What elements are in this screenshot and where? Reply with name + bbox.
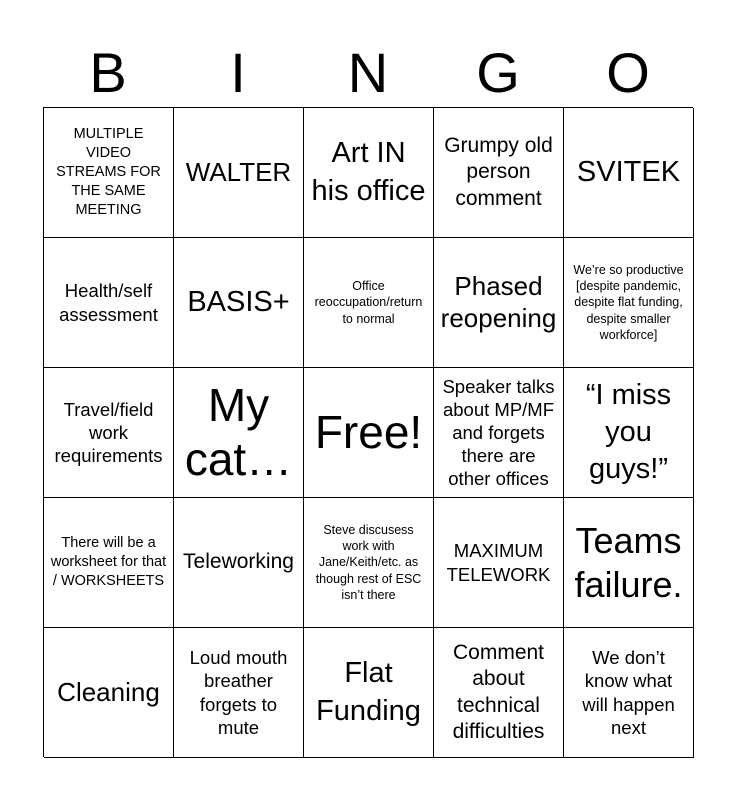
header-letter-o: O: [606, 41, 650, 104]
bingo-cell[interactable]: [434, 238, 564, 368]
header-letter-i: I: [230, 41, 246, 104]
bingo-cell-text: Travel/field work requirements: [54, 398, 163, 467]
bingo-cell-text: Cleaning: [57, 676, 160, 707]
bingo-cell[interactable]: [564, 628, 694, 758]
bingo-cell[interactable]: [434, 498, 564, 628]
bingo-cell-text: Office reoccupation/return to normal: [314, 279, 423, 326]
bingo-cell[interactable]: [564, 368, 694, 498]
bingo-cell-text: Grumpy old person comment: [444, 134, 553, 210]
header-letter-g: G: [476, 41, 520, 104]
header-letter-n: N: [347, 41, 389, 104]
bingo-cell[interactable]: [174, 498, 304, 628]
bingo-cell-text: Speaker talks about MP/MF and forgets there are other offices: [442, 375, 555, 490]
bingo-cell-text: Loud mouth breather forgets to mute: [189, 647, 288, 738]
bingo-cell-text: Art IN his office: [311, 137, 426, 207]
bingo-cell[interactable]: [44, 628, 174, 758]
bingo-cell[interactable]: [44, 498, 174, 628]
bingo-cell-text: Teleworking: [183, 550, 294, 574]
bingo-cell[interactable]: [174, 368, 304, 498]
bingo-cell-text: “I miss you guys!”: [585, 378, 672, 486]
bingo-cell-text: We’re so productive [despite pandemic, despite flat funding, despite smaller workforce]: [573, 262, 684, 342]
header-letter-b: B: [89, 41, 127, 104]
bingo-cell-text: Steve discusess work with Jane/Keith/etc. as though rest of ESC isn’t there: [315, 522, 422, 602]
bingo-cell-text: MAXIMUM TELEWORK: [446, 540, 551, 585]
bingo-cell[interactable]: [44, 368, 174, 498]
bingo-cell[interactable]: [564, 108, 694, 238]
bingo-cell[interactable]: [434, 628, 564, 758]
bingo-cell[interactable]: [564, 498, 694, 628]
bingo-cell-text: Health/self assessment: [59, 280, 158, 325]
bingo-cell[interactable]: [434, 108, 564, 238]
bingo-cell-text: Flat Funding: [316, 657, 421, 727]
bingo-cell[interactable]: [44, 238, 174, 368]
bingo-cell-text: There will be a worksheet for that / WORKSHEETS: [50, 535, 167, 589]
bingo-cell[interactable]: [304, 368, 434, 498]
bingo-cell[interactable]: [174, 238, 304, 368]
bingo-cell-text: MULTIPLE VIDEO STREAMS FOR THE SAME MEETING: [56, 126, 161, 218]
bingo-cell-text: Phased reopening: [440, 271, 557, 333]
bingo-cell[interactable]: [304, 238, 434, 368]
bingo-cell-text: Free!: [314, 405, 423, 458]
bingo-cell[interactable]: [304, 628, 434, 758]
bingo-cell-text: My cat…: [184, 379, 293, 485]
bingo-cell-text: BASIS+: [187, 285, 290, 318]
bingo-cell-text: We don’t know what will happen next: [582, 647, 675, 738]
bingo-cell[interactable]: [564, 238, 694, 368]
bingo-cell-text: SVITEK: [576, 155, 681, 188]
bingo-cell[interactable]: [434, 368, 564, 498]
bingo-cell-text: Teams failure.: [574, 519, 683, 605]
bingo-grid: [43, 107, 693, 757]
bingo-cell-text: Comment about technical difficulties: [452, 641, 545, 743]
bingo-cell[interactable]: [304, 498, 434, 628]
bingo-cell[interactable]: [174, 628, 304, 758]
bingo-cell-text: WALTER: [185, 156, 292, 187]
bingo-cell[interactable]: [44, 108, 174, 238]
bingo-cell[interactable]: [174, 108, 304, 238]
bingo-header: [43, 42, 693, 104]
bingo-cell[interactable]: [304, 108, 434, 238]
